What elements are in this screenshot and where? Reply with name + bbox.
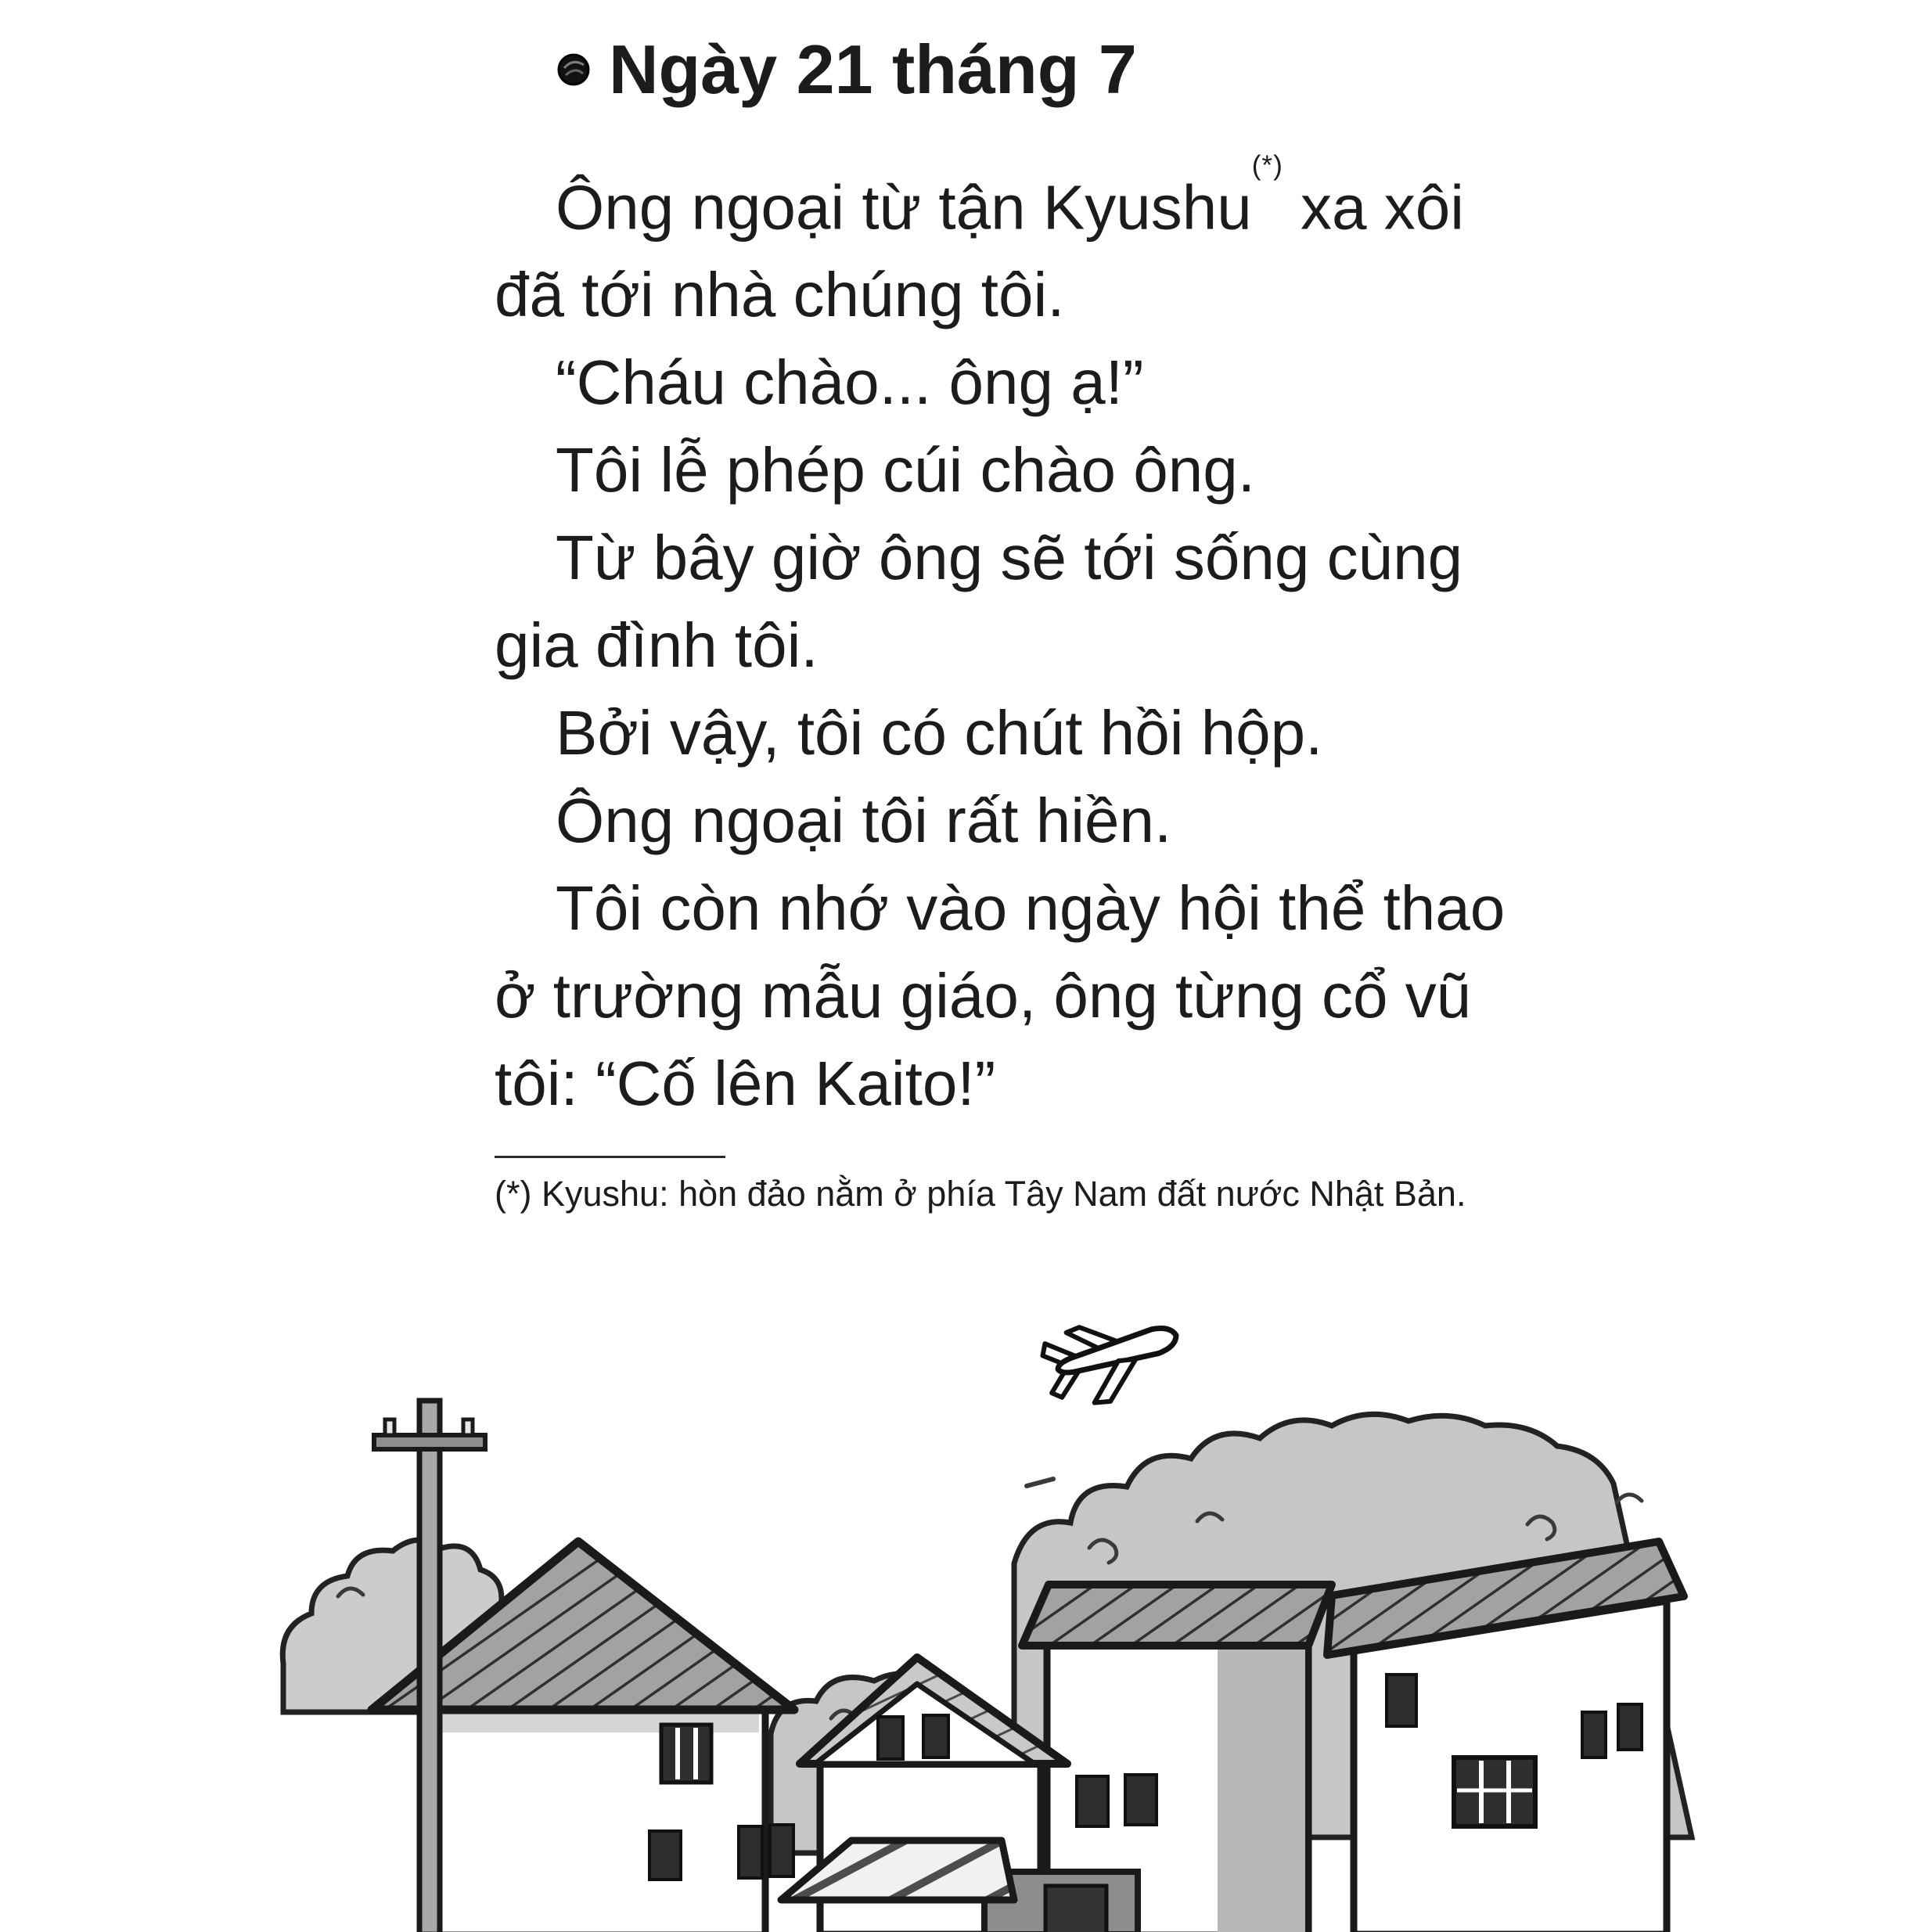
text-line: Ông ngoại tôi rất hiền.: [556, 786, 1172, 856]
text-line: ở trường mẫu giáo, ông từng cổ vũ: [495, 961, 1472, 1031]
text-line: “Cháu chào... ông ạ!”: [556, 347, 1144, 418]
window: [770, 1825, 793, 1876]
entry-title: [495, 23, 1505, 116]
text-line: Bởi vậy, tôi có chút hồi hộp.: [556, 698, 1323, 768]
footnote-text: (*) Kyushu: hòn đảo nằm ở phía Tây Nam đất nước Nhật Bản.: [495, 1174, 1466, 1214]
window: [739, 1826, 762, 1878]
text-line: đã tới nhà chúng tôi.: [495, 260, 1065, 330]
shuttered-window: [661, 1725, 711, 1783]
window: [878, 1717, 903, 1759]
text-segment: Ông ngoại từ tận Kyushu: [556, 172, 1252, 243]
airplane: [1037, 1302, 1189, 1416]
scribble-bullet-icon: [556, 52, 592, 88]
text-segment: xa xôi: [1283, 172, 1465, 243]
text-line: [495, 122, 1505, 251]
balcony-window: [1454, 1758, 1535, 1826]
window: [1077, 1776, 1108, 1826]
window: [1582, 1712, 1606, 1758]
text-line: Tôi còn nhớ vào ngày hội thể thao: [556, 873, 1506, 944]
door: [1045, 1886, 1106, 1932]
text-line: Từ bây giờ ông sẽ tới sống cùng: [556, 523, 1463, 593]
footnote-marker: (*): [1251, 150, 1283, 181]
window: [1387, 1675, 1416, 1726]
window: [1618, 1704, 1642, 1750]
town-illustration: [0, 1290, 1932, 1932]
house-right: [1327, 1542, 1684, 1932]
diary-entry: [495, 23, 1505, 1218]
window: [649, 1831, 681, 1880]
motion-dash: [1027, 1479, 1053, 1486]
window: [923, 1715, 948, 1758]
footnote-divider: [495, 1156, 725, 1158]
entry-title-text: Ngày 21 tháng 7: [609, 31, 1137, 108]
text-line: Tôi lễ phép cúi chào ông.: [556, 435, 1255, 505]
text-line: tôi: “Cố lên Kaito!”: [495, 1049, 996, 1119]
window: [1125, 1775, 1157, 1825]
text-line: gia đình tôi.: [495, 610, 818, 681]
